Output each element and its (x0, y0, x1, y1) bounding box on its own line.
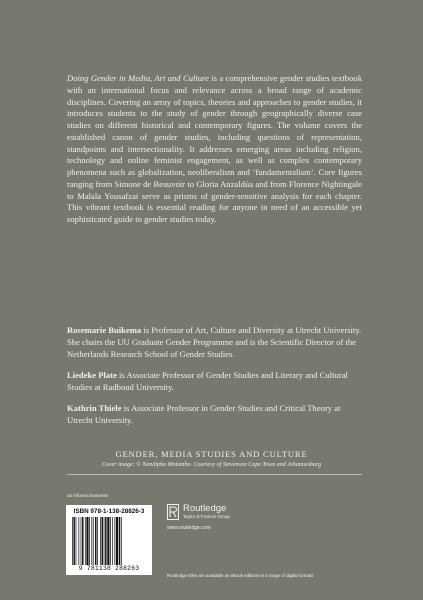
author-bio (67, 403, 362, 427)
book-title: Doing Gender in Media, Art and Culture (67, 73, 209, 83)
publisher-group: Taylor & Francis Group (183, 514, 230, 519)
routledge-logo-icon (167, 504, 179, 520)
author-bio (67, 370, 362, 394)
author-bio-text: is Associate Professor in Gender Studies and Critical Theory at Utrecht University. (67, 403, 341, 425)
barcode-icon (71, 517, 147, 565)
cover-image-credit: Cover image: © Nandipha Mntambo. Courtesy of Stevenson Cape Town and Johannesburg (101, 462, 322, 468)
publisher-name: Routledge (183, 503, 227, 514)
author-name: Liedeke Plate (67, 370, 117, 380)
publisher-url: www.routledge.com (167, 525, 211, 531)
isbn-number: ISBN 978-1-138-28826-3 (73, 508, 145, 515)
isbn-barcode-box (66, 505, 152, 575)
informa-tagline: an informa business (67, 493, 109, 498)
author-bio (67, 325, 362, 360)
series-name: GENDER, MEDIA STUDIES AND CULTURE (115, 449, 308, 459)
divider (67, 474, 362, 475)
book-description (67, 73, 362, 226)
author-name: Rosemarie Buikema (67, 325, 142, 335)
barcode-digits: 9 781138 288263 (78, 565, 140, 572)
author-name: Kathrin Thiele (67, 403, 122, 413)
description-text: is a comprehensive gender studies textbook with an international focus and relevance across a broad range of academic disciplines. Covering an array of topics, theories and approaches to gender studies, it introduces students to the study of gender through geographically diverse case studies on different historical and contemporary figures. The volume covers the established canon of gender studies, including questions of representation, standpoints and intersectionality. It addresses emerging areas including religion, technology and online feminist engagement, as well as complex contemporary phenomena such as globalization, neoliberalism and ‘fundamentalism’. Core figures ranging from Simone de Beauvoir to Gloria Anzaldúa and from Florence Nightingale to Malala Yousafzai serve as prisms of gender-sensitive analysis for each chapter. This vibrant textbook is essential reading for anyone in need of an accessible yet sophisticated guide to gender studies today. (67, 73, 362, 224)
author-bio-text: is Associate Professor of Gender Studies and Literary and Cultural Studies at Radboud University. (67, 370, 348, 392)
ebook-note: Routledge titles are available as eBook editions in a range of digital formats (167, 573, 314, 578)
author-bio-text: is Professor of Art, Culture and Diversity at Utrecht University. She chairs the UU Graduate Gender Programme and is the Scientific Director of the Netherlands Research School of Gender Studies. (67, 325, 362, 359)
